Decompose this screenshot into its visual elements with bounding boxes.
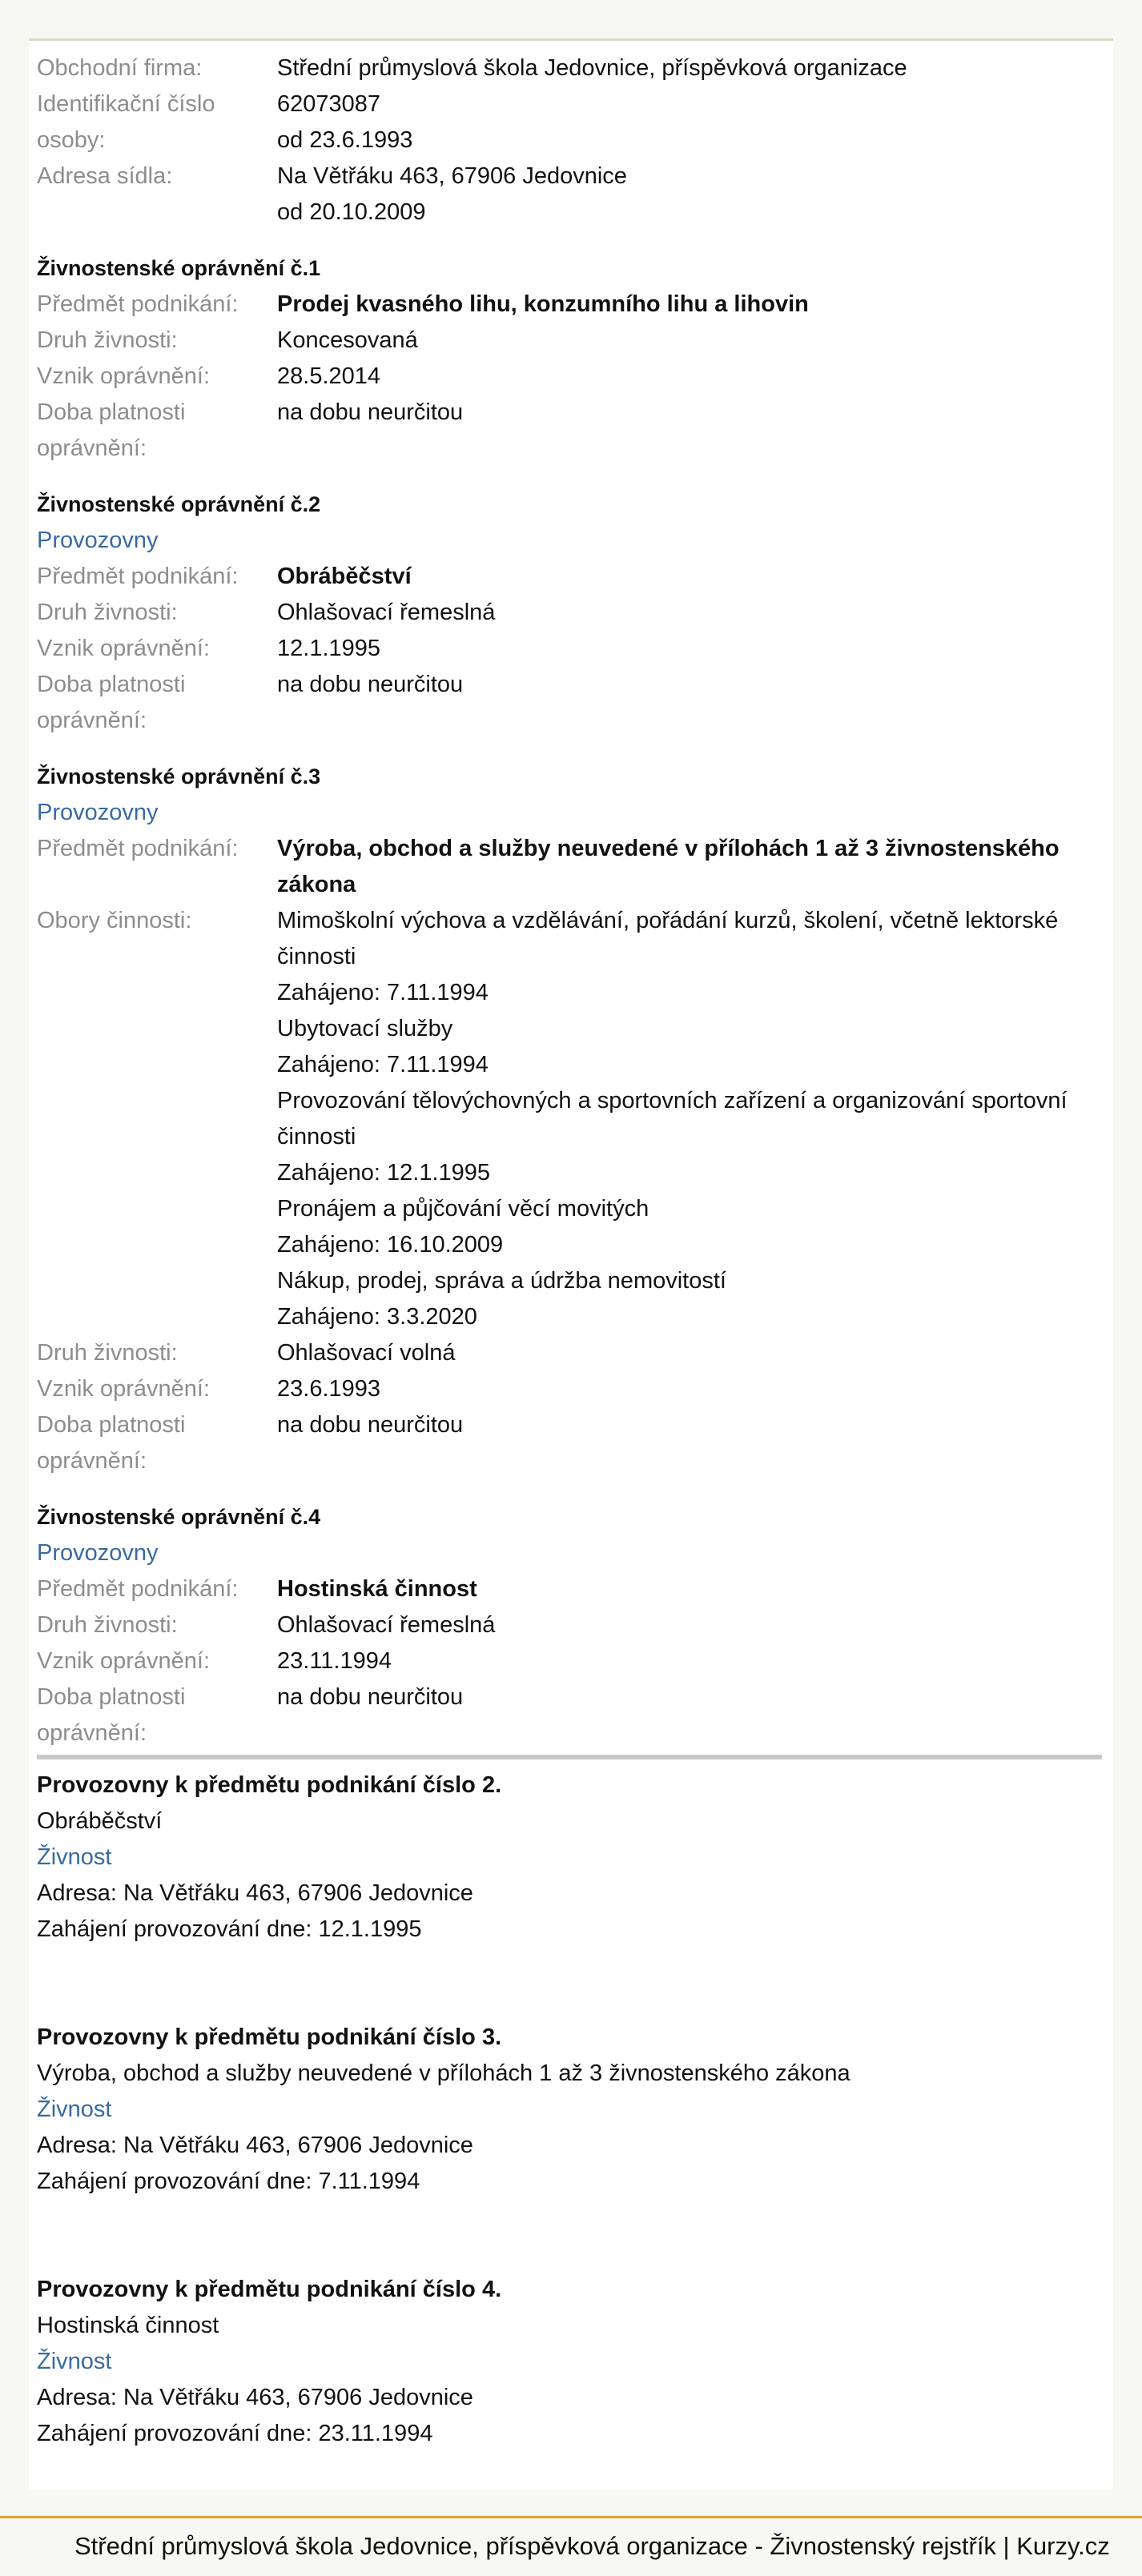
license-row-validity xyxy=(37,1679,1102,1751)
license-kind: Ohlašovací volná xyxy=(277,1340,456,1366)
field-label: Obory činnosti: xyxy=(37,908,192,933)
trade-link[interactable]: Živnost xyxy=(37,1844,112,1870)
company-row-address xyxy=(37,158,1102,231)
field-label: Druh živnosti: xyxy=(37,327,178,353)
activity-field: Mimoškolní výchova a vzdělávání, pořádání kurzů, školení, včetně lektorské činnosti xyxy=(277,908,1059,969)
trade-link[interactable]: Živnost xyxy=(37,2097,112,2122)
license-title: Živnostenské oprávnění č.1 xyxy=(37,256,321,280)
license-title: Živnostenské oprávnění č.2 xyxy=(37,492,321,516)
establishment-title: Provozovny k předmětu podnikání číslo 2. xyxy=(37,1772,502,1798)
field-label: Druh živnosti: xyxy=(37,1340,178,1366)
establishment-start: Zahájení provozování dne: 7.11.1994 xyxy=(37,2169,420,2194)
establishment-subject: Obráběčství xyxy=(37,1808,163,1834)
license-fields xyxy=(277,903,1102,1335)
license-row-origin xyxy=(37,1643,1102,1679)
field-label: Druh živnosti: xyxy=(37,1612,178,1638)
field-label: Předmět podnikání: xyxy=(37,291,239,317)
license-validity: na dobu neurčitou xyxy=(277,399,464,425)
license-subject: Výroba, obchod a služby neuvedené v přílohách 1 až 3 živnostenského zákona xyxy=(277,836,1060,897)
license-origin: 23.11.1994 xyxy=(277,1648,392,1674)
activity-field: Ubytovací služby xyxy=(277,1016,453,1041)
license-subject: Obráběčství xyxy=(277,564,412,589)
company-name: Střední průmyslová škola Jedovnice, příspěvková organizace xyxy=(277,55,907,81)
establishments-link[interactable]: Provozovny xyxy=(37,800,159,825)
license-row-validity xyxy=(37,667,1102,739)
license-1 xyxy=(37,251,1102,467)
field-value xyxy=(277,50,1102,86)
license-kind: Ohlašovací řemeslná xyxy=(277,1612,496,1638)
activity-start: Zahájeno: 16.10.2009 xyxy=(277,1232,504,1258)
field-label: Vznik oprávnění: xyxy=(37,1648,211,1674)
activity-field: Pronájem a půjčování věcí movitých xyxy=(277,1196,649,1222)
field-label: Doba platnosti oprávnění: xyxy=(37,672,186,733)
establishment-address: Adresa: Na Větřáku 463, 67906 Jedovnice xyxy=(37,1880,473,1906)
establishment-start: Zahájení provozování dne: 12.1.1995 xyxy=(37,1916,422,1942)
field-label: Předmět podnikání: xyxy=(37,1576,239,1602)
license-origin: 28.5.2014 xyxy=(277,363,381,389)
establishment-address: Adresa: Na Větřáku 463, 67906 Jedovnice xyxy=(37,2385,473,2410)
field-label: Doba platnosti oprávnění: xyxy=(37,1412,186,1474)
field-label: Identifikační číslo osoby: xyxy=(37,91,215,153)
activity-start: Zahájeno: 3.3.2020 xyxy=(277,1304,477,1330)
license-row-origin xyxy=(37,631,1102,667)
license-row-kind xyxy=(37,323,1102,359)
field-label: Vznik oprávnění: xyxy=(37,1376,211,1402)
field-label: Doba platnosti oprávnění: xyxy=(37,1684,186,1746)
company-address: Na Větřáku 463, 67906 Jedovnice xyxy=(277,163,627,189)
establishments-section xyxy=(37,1767,1102,2452)
activity-start: Zahájeno: 7.11.1994 xyxy=(277,980,489,1005)
company-address-since: od 20.10.2009 xyxy=(277,199,426,225)
company-id-since: od 23.6.1993 xyxy=(277,127,413,153)
establishment-subject: Výroba, obchod a služby neuvedené v přílohách 1 až 3 živnostenského zákona xyxy=(37,2060,850,2086)
establishment-block-2 xyxy=(37,1767,1102,1948)
activity-field: Provozování tělovýchovných a sportovních zařízení a organizování sportovní činnosti xyxy=(277,1088,1068,1150)
license-row-kind xyxy=(37,1335,1102,1371)
license-row-subject xyxy=(37,287,1102,323)
license-row-kind xyxy=(37,595,1102,631)
company-row-name xyxy=(37,50,1102,86)
activity-start: Zahájeno: 12.1.1995 xyxy=(277,1160,491,1186)
page-footer xyxy=(0,2516,1142,2576)
license-row-kind xyxy=(37,1607,1102,1643)
section-divider xyxy=(37,1755,1102,1759)
license-kind: Koncesovaná xyxy=(277,327,418,353)
establishment-subject: Hostinská činnost xyxy=(37,2313,219,2338)
activity-start: Zahájeno: 7.11.1994 xyxy=(277,1052,489,1077)
license-origin: 12.1.1995 xyxy=(277,636,381,661)
establishment-block-4 xyxy=(37,2272,1102,2452)
license-title: Živnostenské oprávnění č.4 xyxy=(37,1505,321,1529)
field-label: Vznik oprávnění: xyxy=(37,363,211,389)
footer-text: Střední průmyslová škola Jedovnice, příspěvková organizace - Živnostenský rejstřík | Kurzy.cz xyxy=(74,2532,1110,2560)
license-validity: na dobu neurčitou xyxy=(277,1412,464,1438)
field-label: Adresa sídla: xyxy=(37,163,173,189)
license-title: Živnostenské oprávnění č.3 xyxy=(37,764,321,788)
document-content xyxy=(37,50,1102,2524)
establishments-link[interactable]: Provozovny xyxy=(37,1540,159,1566)
license-subject: Hostinská činnost xyxy=(277,1576,477,1602)
establishment-block-3 xyxy=(37,2020,1102,2200)
field-label: Doba platnosti oprávnění: xyxy=(37,399,186,461)
field-value xyxy=(277,86,1102,158)
field-label: Vznik oprávnění: xyxy=(37,636,211,661)
license-row-validity xyxy=(37,395,1102,467)
license-row-validity xyxy=(37,1407,1102,1479)
establishment-address: Adresa: Na Větřáku 463, 67906 Jedovnice xyxy=(37,2133,473,2158)
license-kind: Ohlašovací řemeslná xyxy=(277,600,496,625)
field-value xyxy=(277,158,1102,231)
establishment-title: Provozovny k předmětu podnikání číslo 4. xyxy=(37,2277,502,2302)
establishment-start: Zahájení provozování dne: 23.11.1994 xyxy=(37,2421,433,2446)
license-row-origin xyxy=(37,359,1102,395)
license-row-subject xyxy=(37,1571,1102,1607)
company-info xyxy=(37,50,1102,231)
license-origin: 23.6.1993 xyxy=(277,1376,381,1402)
field-label: Druh živnosti: xyxy=(37,600,178,625)
field-label: Obchodní firma: xyxy=(37,55,203,81)
field-label: Předmět podnikání: xyxy=(37,564,239,589)
license-validity: na dobu neurčitou xyxy=(277,1684,464,1710)
document-page xyxy=(29,38,1113,2490)
license-row-fields xyxy=(37,903,1102,1335)
license-2 xyxy=(37,487,1102,739)
license-validity: na dobu neurčitou xyxy=(277,672,464,697)
license-row-subject xyxy=(37,831,1102,903)
establishment-title: Provozovny k předmětu podnikání číslo 3. xyxy=(37,2024,502,2050)
license-row-origin xyxy=(37,1371,1102,1407)
company-row-id xyxy=(37,86,1102,158)
establishments-link[interactable]: Provozovny xyxy=(37,528,159,553)
activity-field: Nákup, prodej, správa a údržba nemovitostí xyxy=(277,1268,726,1294)
trade-link[interactable]: Živnost xyxy=(37,2349,112,2374)
company-id: 62073087 xyxy=(277,91,381,117)
license-row-subject xyxy=(37,559,1102,595)
license-3 xyxy=(37,759,1102,1479)
field-label: Předmět podnikání: xyxy=(37,836,239,861)
license-subject: Prodej kvasného lihu, konzumního lihu a lihovin xyxy=(277,291,809,317)
license-4 xyxy=(37,1499,1102,1751)
